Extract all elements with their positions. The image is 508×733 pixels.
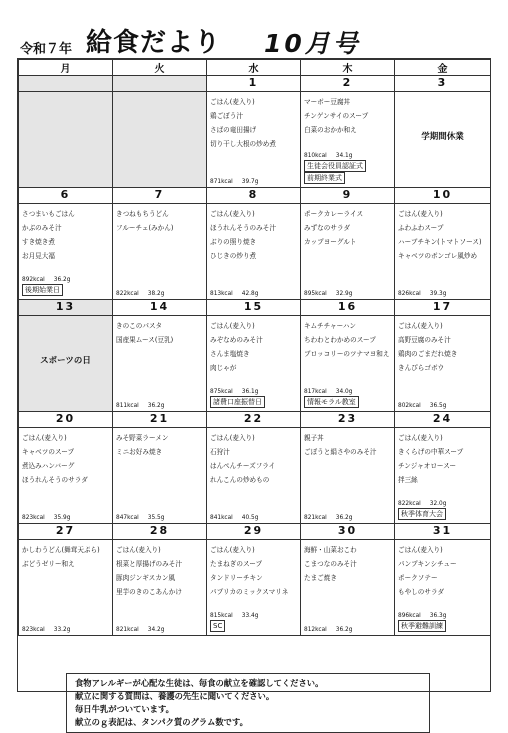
date-number: 29 xyxy=(207,524,301,540)
kcal-value: 812kcal xyxy=(304,627,327,633)
menu-item: お月見大福 xyxy=(22,252,55,260)
menu-list xyxy=(304,319,392,361)
weekday-fri: 金 xyxy=(395,60,491,76)
date-number xyxy=(19,76,113,92)
date-number: 16 xyxy=(301,300,395,316)
menu-item: 根菜と厚揚げのみそ汁 xyxy=(116,560,182,568)
date-number: 27 xyxy=(19,524,113,540)
date-row xyxy=(19,412,491,428)
date-number: 17 xyxy=(395,300,491,316)
nutrition-info xyxy=(210,291,258,297)
menu-item: みぞなめのみそ汁 xyxy=(210,336,263,344)
nutrition-info xyxy=(398,613,446,619)
day-cell xyxy=(301,316,395,412)
day-cell xyxy=(207,316,301,412)
menu-item: ポークソテー xyxy=(398,574,438,582)
menu-list xyxy=(398,207,488,263)
day-cell xyxy=(207,540,301,636)
menu-item: 里芋のきのこあんかけ xyxy=(116,588,182,596)
menu-item: かぶのみそ汁 xyxy=(22,224,62,232)
protein-value: 36.2g xyxy=(335,515,353,521)
kcal-value: 892kcal xyxy=(22,277,45,283)
nutrition-info xyxy=(398,291,446,297)
menu-item: ごはん(麦入り) xyxy=(210,434,255,442)
kcal-value: 821kcal xyxy=(116,627,139,633)
menu-item: さつまいもごはん xyxy=(22,210,75,218)
protein-value: 32.0g xyxy=(429,501,447,507)
menu-item: カップヨーグルト xyxy=(304,238,357,246)
menu-list xyxy=(210,431,298,487)
menu-item: 切り干し大根の炒め煮 xyxy=(210,140,276,148)
date-number: 6 xyxy=(19,188,113,204)
menu-item: チンゲンサイのスープ xyxy=(304,112,369,120)
menu-item: 鶏ごぼう汁 xyxy=(210,112,243,120)
menu-item: ふわふわスープ xyxy=(398,224,444,232)
date-number: 8 xyxy=(207,188,301,204)
note-line: 食物アレルギーが心配な生徒は、毎食の献立を確認してください。 xyxy=(75,678,324,688)
kcal-value: 821kcal xyxy=(304,515,327,521)
menu-item: れんこんの炒めもの xyxy=(210,476,270,484)
nutrition-info xyxy=(398,501,446,507)
menu-item: 高野豆腐のみそ汁 xyxy=(398,336,451,344)
kcal-value: 871kcal xyxy=(210,179,233,185)
day-cell xyxy=(395,204,491,300)
protein-value: 36.5g xyxy=(429,403,447,409)
menu-item: ぶりの照り焼き xyxy=(210,238,257,246)
date-number: 9 xyxy=(301,188,395,204)
date-row xyxy=(19,76,491,92)
protein-value: 42.8g xyxy=(241,291,259,297)
menu-item: キムチチャーハン xyxy=(304,322,357,330)
protein-value: 36.2g xyxy=(147,403,165,409)
protein-value: 32.9g xyxy=(335,291,353,297)
nutrition-info xyxy=(22,515,70,521)
event-label: 秋季避難訓練 xyxy=(398,620,446,632)
menu-list xyxy=(398,431,488,487)
day-cell xyxy=(113,540,207,636)
kcal-value: 815kcal xyxy=(210,613,233,619)
nutrition-info xyxy=(210,389,258,395)
calendar-body xyxy=(19,76,491,636)
page-title: 給食だより xyxy=(86,28,222,58)
day-cell xyxy=(19,316,113,412)
menu-item: ごはん(麦入り) xyxy=(210,210,255,218)
protein-value: 39.7g xyxy=(241,179,259,185)
kcal-value: 847kcal xyxy=(116,515,139,521)
menu-list xyxy=(210,207,298,263)
menu-item: 白菜のおかか和え xyxy=(304,126,357,134)
day-cell xyxy=(395,316,491,412)
menu-item: かしわうどん(舞茸天ぷら) xyxy=(22,546,100,554)
menu-item: すき焼き煮 xyxy=(22,238,55,246)
day-cell xyxy=(19,92,113,188)
date-number: 2 xyxy=(301,76,395,92)
menu-row xyxy=(19,204,491,300)
date-number: 23 xyxy=(301,412,395,428)
protein-value: 33.2g xyxy=(53,627,71,633)
menu-item: もやしのサラダ xyxy=(398,588,445,596)
note-line: 毎日牛乳がついています。 xyxy=(75,704,174,714)
kcal-value: 895kcal xyxy=(304,291,327,297)
menu-calendar xyxy=(18,59,491,636)
nutrition-info xyxy=(22,277,70,283)
menu-list xyxy=(398,319,488,375)
kcal-value: 896kcal xyxy=(398,613,421,619)
menu-item: きくらげの中華スープ xyxy=(398,448,464,456)
holiday-label: 学期間休業 xyxy=(421,132,464,142)
kcal-value: 817kcal xyxy=(304,389,327,395)
menu-item: きつねもちうどん xyxy=(116,210,169,218)
day-cell xyxy=(395,428,491,524)
date-number: 13 xyxy=(19,300,113,316)
protein-value: 34.2g xyxy=(147,627,165,633)
nutrition-info xyxy=(116,291,164,297)
nutrition-info xyxy=(210,179,258,185)
menu-row xyxy=(19,316,491,412)
nutrition-info xyxy=(304,627,352,633)
menu-list xyxy=(210,543,298,599)
menu-item: たまご焼き xyxy=(304,574,337,582)
issue-number: 10月号 xyxy=(264,29,361,58)
protein-value: 33.4g xyxy=(241,613,259,619)
day-cell xyxy=(301,204,395,300)
day-cell xyxy=(113,316,207,412)
menu-item: ブロッコリーのツナマヨ和え xyxy=(304,350,390,358)
event-label: 後期始業日 xyxy=(22,284,63,296)
day-cell xyxy=(301,428,395,524)
menu-item: フルーチェ(みかん) xyxy=(116,224,174,232)
kcal-value: 810kcal xyxy=(304,153,327,159)
day-cell xyxy=(19,428,113,524)
menu-item: ほうれんそうのみそ汁 xyxy=(210,224,276,232)
menu-item: 親子丼 xyxy=(304,434,324,442)
menu-list xyxy=(304,543,392,585)
date-row xyxy=(19,188,491,204)
menu-item: チンジャオロースー xyxy=(398,462,457,470)
calendar-frame xyxy=(17,58,491,727)
menu-item: きのこのパスタ xyxy=(116,322,163,330)
menu-item: 石狩汁 xyxy=(210,448,230,456)
day-cell xyxy=(395,540,491,636)
event-label: 前期終業式 xyxy=(304,172,345,184)
date-number xyxy=(113,76,207,92)
nutrition-info xyxy=(22,627,70,633)
menu-list xyxy=(116,319,204,347)
menu-row xyxy=(19,540,491,636)
menu-item: パンプキンシチュー xyxy=(398,560,457,568)
menu-item: ごぼうと絹さやのみそ汁 xyxy=(304,448,377,456)
protein-value: 35.9g xyxy=(53,515,71,521)
nutrition-info xyxy=(116,515,164,521)
day-cell xyxy=(207,204,301,300)
holiday-label: スポーツの日 xyxy=(40,356,91,366)
page-header xyxy=(14,18,494,58)
date-row xyxy=(19,300,491,316)
menu-item: ごはん(麦入り) xyxy=(210,322,255,330)
nutrition-info xyxy=(210,613,258,619)
nutrition-info xyxy=(304,515,352,521)
menu-list xyxy=(22,543,110,571)
date-number: 14 xyxy=(113,300,207,316)
nutrition-info xyxy=(304,291,352,297)
event-label: 生徒会役員認証式 xyxy=(304,160,366,172)
menu-list xyxy=(116,543,204,599)
menu-item: たまねぎのスープ xyxy=(210,560,263,568)
day-cell xyxy=(19,204,113,300)
kcal-value: 823kcal xyxy=(22,627,45,633)
date-row xyxy=(19,524,491,540)
menu-item: ごはん(麦入り) xyxy=(116,546,161,554)
menu-item: タンドリーチキン xyxy=(210,574,263,582)
menu-item: ごはん(麦入り) xyxy=(210,98,255,106)
day-cell xyxy=(207,92,301,188)
menu-item: さばの竜田揚げ xyxy=(210,126,257,134)
menu-item: 海鮮・山菜おこわ xyxy=(304,546,357,554)
nutrition-info xyxy=(398,403,446,409)
menu-item: パプリカのミックスマリネ xyxy=(210,588,289,596)
day-cell xyxy=(395,92,491,188)
menu-item: ポークカレーライス xyxy=(304,210,364,218)
protein-value: 34.1g xyxy=(335,153,353,159)
date-number: 28 xyxy=(113,524,207,540)
protein-value: 36.2g xyxy=(335,627,353,633)
day-cell xyxy=(207,428,301,524)
nutrition-info xyxy=(304,153,352,159)
menu-item: ごはん(麦入り) xyxy=(398,210,443,218)
menu-list xyxy=(116,431,204,459)
date-number: 7 xyxy=(113,188,207,204)
kcal-value: 822kcal xyxy=(398,501,421,507)
menu-item: 鶏肉のごまだれ焼き xyxy=(398,350,458,358)
weekday-thu: 木 xyxy=(301,60,395,76)
menu-item: キャベツのボンゴレ風炒め xyxy=(398,252,478,260)
note-line: 献立のｇ表記は、タンパク質のグラム数です。 xyxy=(75,717,248,727)
menu-item: ごはん(麦入り) xyxy=(210,546,255,554)
weekday-wed: 水 xyxy=(207,60,301,76)
menu-list xyxy=(22,207,110,263)
menu-item: ぶどうゼリー和え xyxy=(22,560,75,568)
menu-item: ごはん(麦入り) xyxy=(398,546,443,554)
menu-list xyxy=(304,207,392,249)
event-label: 諸費口座振替日 xyxy=(210,396,265,408)
event-label: 情報モラル教室 xyxy=(304,396,359,408)
menu-item: 豚肉ジンギスカン風 xyxy=(116,574,176,582)
protein-value: 36.3g xyxy=(429,613,447,619)
date-number: 31 xyxy=(395,524,491,540)
day-cell xyxy=(113,204,207,300)
nutrition-info xyxy=(116,403,164,409)
menu-item: 国産果ムース(豆乳) xyxy=(116,336,174,344)
kcal-value: 841kcal xyxy=(210,515,233,521)
weekday-mon: 月 xyxy=(19,60,113,76)
kcal-value: 811kcal xyxy=(116,403,139,409)
date-number: 24 xyxy=(395,412,491,428)
menu-row xyxy=(19,428,491,524)
protein-value: 36.2g xyxy=(53,277,71,283)
menu-item: ちわわとわかめのスープ xyxy=(304,336,376,344)
menu-item: キャベツのスープ xyxy=(22,448,75,456)
kcal-value: 813kcal xyxy=(210,291,233,297)
menu-list xyxy=(304,431,392,459)
day-cell xyxy=(113,92,207,188)
day-cell xyxy=(301,540,395,636)
menu-list xyxy=(210,95,298,151)
protein-value: 34.0g xyxy=(335,389,353,395)
era-label: 令和７年 xyxy=(20,42,73,57)
date-number: 1 xyxy=(207,76,301,92)
menu-list xyxy=(22,431,110,487)
menu-item: 肉じゃが xyxy=(210,364,237,372)
note-line: 献立に関する質問は、養護の先生に聞いてください。 xyxy=(75,691,275,701)
nutrition-info xyxy=(304,389,352,395)
nutrition-info xyxy=(210,515,258,521)
menu-item: ハーブチキン(トマトソース) xyxy=(398,238,482,246)
menu-item: さんま塩焼き xyxy=(210,350,250,358)
day-cell xyxy=(113,428,207,524)
weekday-tue: 火 xyxy=(113,60,207,76)
menu-item: みずなのサラダ xyxy=(304,224,351,232)
weekday-header-row xyxy=(19,60,491,76)
protein-value: 36.1g xyxy=(241,389,259,395)
menu-item: ごはん(麦入り) xyxy=(398,322,443,330)
date-number: 20 xyxy=(19,412,113,428)
date-number: 21 xyxy=(113,412,207,428)
date-number: 15 xyxy=(207,300,301,316)
menu-item: ごはん(麦入り) xyxy=(22,434,67,442)
protein-value: 40.5g xyxy=(241,515,259,521)
menu-item: ごはん(麦入り) xyxy=(398,434,443,442)
date-number: 3 xyxy=(395,76,491,92)
day-cell xyxy=(19,540,113,636)
date-number: 22 xyxy=(207,412,301,428)
kcal-value: 822kcal xyxy=(116,291,139,297)
menu-item: こまつなのみそ汁 xyxy=(304,560,357,568)
menu-item: みそ野菜ラーメン xyxy=(116,434,169,442)
date-number: 10 xyxy=(395,188,491,204)
kcal-value: 826kcal xyxy=(398,291,421,297)
day-cell xyxy=(301,92,395,188)
nutrition-info xyxy=(116,627,164,633)
menu-item: ほうれんそうのサラダ xyxy=(22,476,88,484)
menu-item: 煮込みハンバーグ xyxy=(22,462,75,470)
menu-list xyxy=(116,207,204,235)
menu-row xyxy=(19,92,491,188)
menu-item: はんぺんチーズフライ xyxy=(210,462,276,470)
event-label: 秋季体育大会 xyxy=(398,508,446,520)
menu-item: きんぴらゴボウ xyxy=(398,364,445,372)
menu-list xyxy=(304,95,392,137)
protein-value: 35.5g xyxy=(147,515,165,521)
kcal-value: 875kcal xyxy=(210,389,233,395)
menu-item: マーボー豆腐丼 xyxy=(304,98,351,106)
date-number: 30 xyxy=(301,524,395,540)
menu-item: ミニお好み焼き xyxy=(116,448,163,456)
menu-item: 拌三絲 xyxy=(398,476,418,484)
protein-value: 39.3g xyxy=(429,291,447,297)
kcal-value: 802kcal xyxy=(398,403,421,409)
kcal-value: 823kcal xyxy=(22,515,45,521)
protein-value: 38.2g xyxy=(147,291,165,297)
notes-box xyxy=(66,673,430,733)
menu-list xyxy=(210,319,298,375)
event-label: SC xyxy=(210,620,225,632)
menu-list xyxy=(398,543,488,599)
menu-item: ひじきの炒り煮 xyxy=(210,252,257,260)
